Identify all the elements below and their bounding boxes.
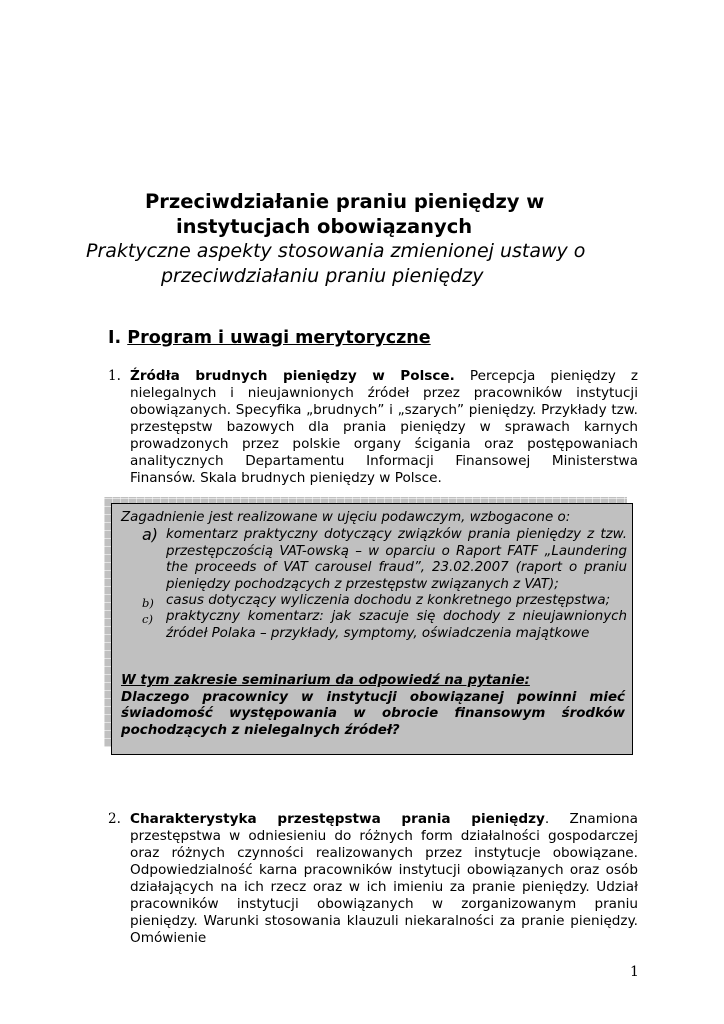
callout-point-text: praktyczny komentarz: jak szacuje się dochody z nieujawnionych źródeł Polaka – przykłady, symptomy, oświadczenia majątkowe <box>166 609 627 641</box>
callout-point-text: casus dotyczący wyliczenia dochodu z konkretnego przestępstwa; <box>166 593 611 608</box>
question-heading: W tym zakresie seminarium da odpowiedź na pytanie: <box>121 673 530 688</box>
callout-point-text: komentarz praktyczny dotyczący związków prania pieniędzy z tzw. przestępczością VAT-owską – w oparciu o Raport FATF „Laundering the proceeds of VAT carousel fraud”, 23.02.2007 (raport o praniu pieniędzy pochodzących z przestępstw związanych z VAT); <box>166 527 627 592</box>
section-title: Program i uwagi merytoryczne <box>127 328 431 348</box>
callout-question <box>121 673 625 739</box>
list-item-body <box>130 811 638 947</box>
callout-point-c <box>142 609 627 642</box>
list-item-lead: Źródła brudnych pieniędzy w Polsce. <box>130 368 455 384</box>
list-item-number: 2. <box>108 811 121 827</box>
subtitle-line-2: przeciwdziałaniu praniu pieniędzy <box>161 265 484 287</box>
list-item-2 <box>108 811 638 947</box>
section-number: I. <box>108 328 122 348</box>
callout-point-label: c) <box>142 612 153 626</box>
callout-point-a <box>142 527 627 593</box>
subtitle-line-1: Praktyczne aspekty stosowania zmienionej ustawy o <box>86 240 586 262</box>
list-item-body <box>130 368 638 487</box>
list-item-number: 1. <box>108 368 121 384</box>
title-line-2: instytucjach obowiązanych <box>176 215 473 238</box>
callout-point-label: b) <box>142 596 154 610</box>
list-item-text: Percepcja pieniędzy z nielegalnych i nieujawnionych źródeł przez pracowników instytucji obowiązanych. Specyfika „brudnych” i „szarych” pieniędzy. Przykłady tzw. przestępstw bazowych dla prania pieniędzy w sprawach karnych prowadzonych przez polskie organy ścigania oraz postępowaniach analitycznych Departamentu Informacji Finansowej Ministerstwa Finansów. Skala brudnych pieniędzy w Polsce. <box>130 368 638 486</box>
section-heading <box>108 328 431 348</box>
callout-point-label: a) <box>142 525 159 544</box>
title-line-1: Przeciwdziałanie praniu pieniędzy w <box>145 190 545 213</box>
page-number: 1 <box>630 964 639 980</box>
list-item-lead: Charakterystyka przestępstwa prania pieniędzy <box>130 811 545 827</box>
callout-intro: Zagadnienie jest realizowane w ujęciu podawczym, wzbogacone o: <box>121 510 571 525</box>
list-item-1 <box>108 368 638 487</box>
question-text: Dlaczego pracownicy w instytucji obowiązanej powinni mieć świadomość występowania w obrocie finansowym środków pochodzących z nielegalnych źródeł? <box>121 689 625 738</box>
seminar-callout-box <box>111 503 633 755</box>
callout-point-b <box>142 593 627 610</box>
list-item-text: . Znamiona przestępstwa w odniesieniu do różnych form działalności gospodarczej oraz różnych czynności realizowanych przez instytucje obowiązane. Odpowiedzialność karna pracowników instytucji obowiązanych oraz osób działających na ich rzecz oraz w ich imieniu za pranie pieniędzy. Udział pracowników instytucji obowiązanych w zorganizowanym praniu pieniędzy. Warunki stosowania klauzuli niekaralności za pranie pieniędzy. Omówienie <box>130 811 638 946</box>
